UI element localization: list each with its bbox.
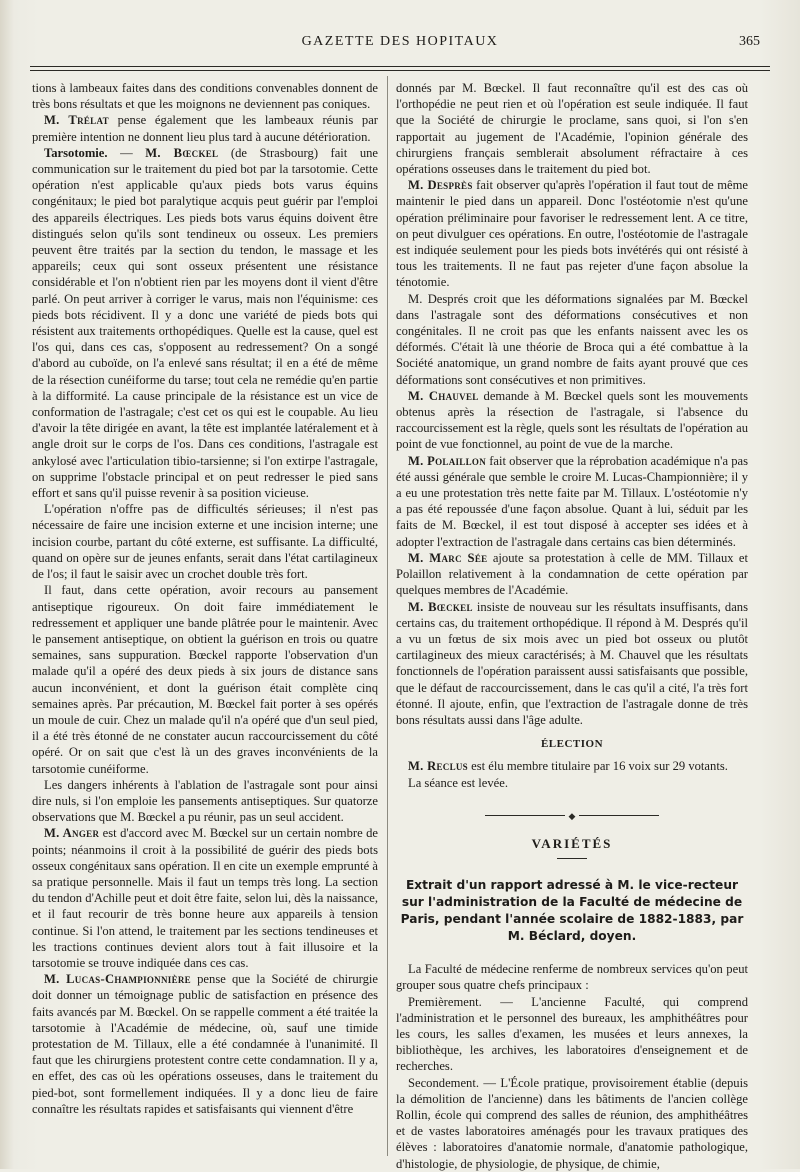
paragraph: Tarsotomie. — M. Bœckel (de Strasbourg) fait une communication sur le traitement du pied bot par la tarsotomie. Cette opération n'est applicable qu'aux pieds bots varus équins congénitaux; le pied bot paralytique acquis peut guérir par l'emploi des appareils électriques. Les pieds bots varus équins doivent être distingués selon qu'ils sont tendineux ou osseux. Les premiers peuvent être traités par la section du tendon, le massage et les appareils; ceux qui sont osseux présentent une résistance considérable et l'on n'obtient rien par les moyens dont il vient d'être parlé. On peut arriver à corriger le varus, mais non l'équinisme: ces pieds bots récidivent. Il y a donc une variété de pieds bots qui résistent aux traitements orthopédiques. Quelle est la cause, quel est l'os qui, dans ces cas, s'opposent au redressement? On a songé d'abord au cuboïde, on l'a enlevé sans résultat; il en a été de même de la résection cunéiforme du tarse; tout cela ne remédie qu'en partie à la difformité. La cause principale de la résistance est un vice de conformation de l'astragale; c'est cet os qui est le coupable. Au lieu d'avoir la tête dirigée en avant, la tête est implantée latéralement et à angle droit sur le corps de l'os. Dans ces conditions, l'astragale est ankylosé avec l'articulation tibio-tarsienne; si l'on extirpe l'astragale, on supprime l'obstacle principal et on peut redresser le pied sans effort et sans qu'il puisse revenir à sa position vicieuse. — [32, 145, 379, 501]
paragraph: M. Marc Sée ajoute sa protestation à celle de MM. Tillaux et Polaillon relativement à la condamnation de cette opération par quelques membres de l'Académie. — [396, 550, 748, 598]
paragraph: M. Desprès fait observer qu'après l'opération il faut tout de même maintenir le pied dans un appareil. Donc l'ostéotomie n'est qu'une opération préliminaire pour favoriser le redressement lent. A ce titre, on peut divulguer ces opérations. En outre, l'ostéotomie de l'astragale est indiquée seulement pour les pieds bots invétérés qui ont résisté à tous les traitements. Il ne faut pas rejeter d'une façon absolue la ténotomie. — [396, 178, 748, 290]
speaker-name: M. Anger — [44, 826, 100, 841]
paragraph: M. Anger est d'accord avec M. Bœckel sur un certain nombre de points; néanmoins il croit à la possibilité de guérir des pieds bots osseux congénitaux sans opération. Il en cite un exemple emprunté à sa pratique personnelle. Mais il faut un temps très long. La section du tendon d'Achille peut et doit être faite, selon lui, dès la naissance, et il faut recourir de très bonne heure aux appareils à tension continue. Si l'on attend, le traitement par les sections tendineuses et les tractions continues devient alors tout à fait illusoire et la tarsotomie se trouve indiquée dans ces cas. — [32, 826, 378, 970]
header-rule — [30, 66, 770, 67]
paragraph: M. Polaillon fait observer que la réprobation académique n'a pas été aussi générale que semble le croire M. Lucas-Championnière; il y a eu une protestation très nette faite par M. Tillaux. L'ostéotomie n'y a pas été repoussée d'une façon absolue. Quant à lui, séduit par les faits de M. Bœckel, il est tout disposé à accepter ses idées et à adopter l'extraction de l'astragale dans certains cas bien déterminés. — [396, 453, 748, 549]
ornament-line — [579, 815, 659, 816]
paragraph: M. Chauvel demande à M. Bœckel quels sont les mouvements obtenus après la résection de l'astragale, si l'absence du raccourcissement est la règle, quels sont les résultats de l'opération au point de vue fonctionnel, au point de vue de la marche. — [396, 388, 748, 452]
paragraph: M. Després croit que les déformations signalées par M. Bœckel dans l'astragale sont des déformations consécutives et non congénitales. Il ne croit pas que les enfants naissent avec les os déformés. C'était là une théorie de Broca qui a été combattue à la Société anatomique, un grand nombre de faits ayant prouvé que ces déformations sont consécutives et non primitives. — [396, 291, 748, 387]
paragraph: Secondement. — L'École pratique, provisoirement établie (depuis la démolition de l'ancienne) dans les bâtiments de l'ancien collège Rollin, école qui comprend des salles de réunion, des amphithéâtres et de vastes laboratoires aménagés pour les travaux pratiques des élèves : laboratoires d'anatomie normale, d'anatomie pathologique, d'histologie, de physiologie, de physique, de chimie, — [396, 1075, 748, 1171]
section-rule — [557, 858, 587, 859]
paragraph: La Faculté de médecine renferme de nombreux services qu'on peut grouper sous quatre chefs principaux : — [396, 962, 748, 993]
paragraph: M. Lucas-Championnière pense que la Société de chirurgie doit donner un témoignage public de satisfaction en présence des faits avancés par M. Bœckel. On se rappelle comment a été traitée la tarsotomie à l'Académie de médecine, où, sauf une timide protestation de M. Tillaux, elle a été condamnée à l'unanimité. Il faut que les chirurgiens protestent contre cette condamnation. Il y a, en effet, des cas où les opérations osseuses, dans le traitement du pied-bot, sont formellement indiquées. Il y a donc lieu de faire connaître les résultats rapides et satisfaisants qui viennent d'être — [32, 972, 378, 1116]
diamond-icon: ◆ — [568, 810, 576, 821]
paragraph: La séance est levée. — [408, 775, 508, 790]
paragraph: M. Bœckel insiste de nouveau sur les résultats insuffisants, dans certains cas, du traitement orthopédique. Il répond à M. Després qu'il a vu un fœtus de six mois avec un pied bot osseux ou plutôt cartilagineux des mieux caractérisés; à M. Chauvel que les résultats fonctionnels de l'opération paraissent aussi satisfaisants que possible, que le défaut de raccourcissement, dans le cas qu'il a cité, l'a très fort étonné. Il ajoute, enfin, que l'extraction de l'astragale donne de très bons résultats aussi dans l'âge adulte. — [396, 599, 748, 727]
paragraph: tions à lambeaux faites dans des conditions convenables donnent de très bons résultats et que les moignons ne deviennent pas coniques. — [32, 81, 378, 112]
speaker-name: M. Marc Sée — [408, 550, 488, 565]
section-ornament — [396, 807, 748, 824]
page-header — [30, 34, 770, 56]
column-divider — [387, 76, 388, 1156]
paragraph: donnés par M. Bœckel. Il faut reconnaître qu'il est des cas où l'orthopédie ne peut rien et où l'opération est seule indiquée. Il faut que la Société de chirurgie le proclame, sans quoi, si l'on s'en rapportait au jugement de l'Académie, l'opinion générale des chirurgiens français semblerait absolument réfractaire à ces opérations osseuses dans le traitement du pied bot. — [396, 81, 748, 177]
speaker-name: M. Reclus — [408, 759, 468, 774]
right-column — [396, 80, 748, 1172]
ornament-line — [485, 815, 565, 816]
speaker-name: M. Trélat — [44, 113, 109, 128]
election-heading: ÉLECTION — [540, 738, 604, 751]
speaker-name: M. Bœckel — [145, 145, 219, 160]
paragraph: Les dangers inhérents à l'ablation de l'astragale sont pour ainsi dire nuls, si l'on emploie les pansements antiseptiques. Sur quatorze observations que M. Bœckel a pu réunir, pas un seul accident. — [32, 777, 378, 825]
speaker-name: M. Polaillon — [408, 453, 487, 468]
paragraph: L'opération n'offre pas de difficultés sérieuses; il n'est pas nécessaire de faire une incision externe et une incision interne; une incision courbe, partant du côté externe, est suffisante. La difficulté, quand on opère sur de jeunes enfants, serait dans l'état cartilagineux de l'os; il faut le saisir avec un crochet double très fort. — [32, 502, 378, 582]
paragraph: Premièrement. — L'ancienne Faculté, qui comprend l'administration et le personnel des bureaux, les amphithéâtres pour les cours, les salles d'examen, les musées et leurs annexes, la bibliothèque, les archives, les laboratoires d'enseignement et de recherches. — [396, 994, 748, 1074]
paragraph: Il faut, dans cette opération, avoir recours au pansement antiseptique rigoureux. On doit faire immédiatement le redressement et appliquer une bande plâtrée pour le maintenir. Avec le pansement antiseptique, on obtient la guérison en trois ou quatre semaines, sans suppuration. Bœckel rapporte l'observation d'un malade qu'il a opéré des deux pieds à six jours de distance sans aucun inconvénient, et dont la guérison était complète cinq semaines après. Par précaution, M. Bœckel fait porter à ses opérés un moule de cuir. Chez un malade qu'il n'a opéré que d'un seul pied, il a été très étonné de ne constater aucun raccourcissement du côté opéré. Or on sait que c'est là un des graves inconvénients de la tarsotomie cunéiforme. — [32, 583, 378, 776]
run-in-heading: Tarsotomie. — [44, 145, 108, 160]
page-number: 365 — [739, 34, 760, 49]
header-rule-secondary — [30, 70, 770, 71]
speaker-name: M. Bœckel — [408, 599, 473, 614]
speaker-name: M. Lucas-Championnière — [44, 972, 191, 987]
paragraph: M. Trélat pense également que les lambeaux réunis par première intention ne donnent lieu plus tard à aucune détérioration. — [32, 113, 378, 144]
speaker-name: M. Desprès — [408, 178, 473, 193]
section-title: VARIÉTÉS — [531, 835, 613, 851]
speaker-name: M. Chauvel — [408, 388, 479, 403]
running-title: GAZETTE DES HOPITAUX — [301, 34, 499, 49]
left-column — [32, 80, 378, 1117]
paragraph: M. Reclus est élu membre titulaire par 16 voix sur 29 votants. — [408, 759, 728, 774]
article-title: Extrait d'un rapport adressé à M. le vice-recteur sur l'administration de la Faculté de médecine de Paris, pendant l'année scolaire de 1882-1883, par M. Béclard, doyen. — [400, 878, 744, 944]
